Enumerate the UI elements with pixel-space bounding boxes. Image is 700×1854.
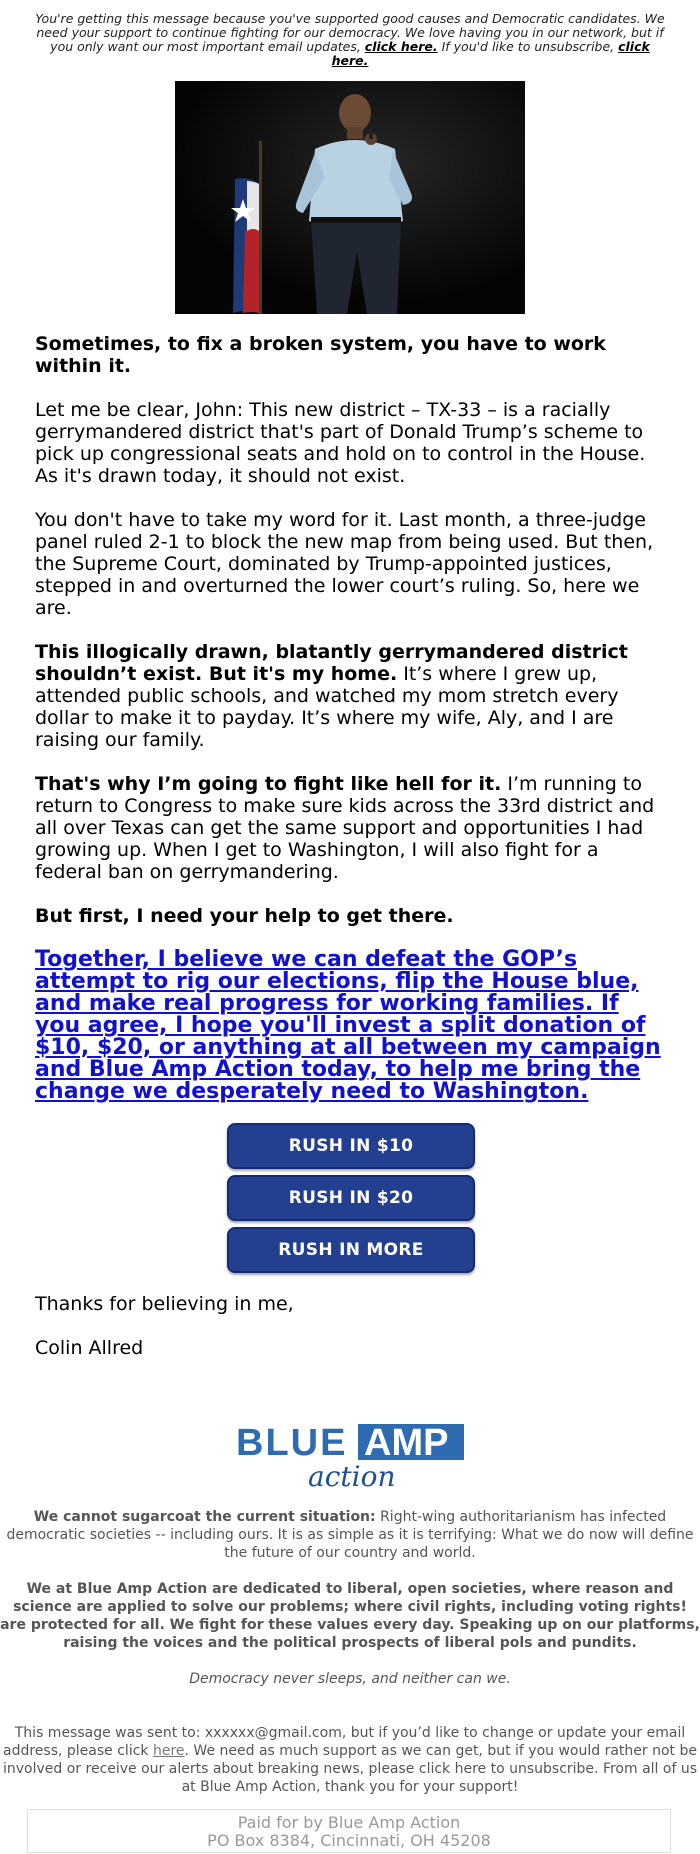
paragraph-fight [35,773,667,883]
footer-situation-rest: Right-wing authoritarianism has infected democratic societies -- including ours. It is as simple as it is terrifying: What we do now will define the future of our country and world. [6,1509,694,1561]
footer-situation [0,1508,700,1562]
update-email-link[interactable]: here [152,1743,185,1759]
signoff-name: Colin Allred [35,1337,144,1359]
signoff [35,1293,667,1359]
paid-for-line: Paid for by Blue Amp Action [237,1813,461,1832]
paragraph-court: You don't have to take my word for it. Last month, a three-judge panel ruled 2-1 to block the new map from being used. But then, the Supreme Court, dominated by Trump-appointed justices, stepped in and overturned the lower court’s ruling. So, here we are. [35,509,654,619]
rush-in-more-button[interactable]: RUSH IN MORE [227,1227,475,1273]
footer [0,1508,700,1814]
paragraph-help-bold: But first, I need your help to get there. [35,905,454,927]
paragraph-district: Let me be clear, John: This new district – TX-33 – is a racially gerrymandered district that's part of Donald Trump’s scheme to pick up congressional seats and hold on to control in the House. As it's drawn today, it should not exist. [35,399,646,487]
paragraph-home-bold: This illogically drawn, blatantly gerrymandered district shouldn’t exist. But it's my home. [35,641,628,685]
footer-tagline: Democracy never sleeps, and neither can we. [189,1671,511,1687]
preheader-text-1: You're getting this message because you've supported good causes and Democratic candidates. We need your support to continue fighting for our democracy. We love having you in our network, but if you only want our most important email updates, [35,11,665,54]
email-preferences-link[interactable]: click here. [364,39,438,54]
hero-photo [175,81,525,314]
email-body [35,333,667,1381]
logo-action-word: action [308,1460,396,1492]
paid-address-line: PO Box 8384, Cincinnati, OH 45208 [207,1831,491,1850]
paragraph-help [35,905,667,927]
blue-amp-action-logo [236,1420,464,1492]
paragraph-fight-rest: I’m running to return to Congress to make sure kids across the 33rd district and all over Texas can get the same support and opportunities I had growing up. When I get to Washington, I will also fight for a federal ban on gerrymandering. [35,773,655,883]
footer-sent-to-a: This message was sent to: xxxxxx@gmail.com, but if you’d like to change or update your email address, please click [3,1725,686,1759]
rush-in-20-button[interactable]: RUSH IN $20 [227,1175,475,1221]
footer-sent-to-b: . We need as much support as we can get, but if you would rather not be involved or receive our alerts about breaking news, please click here to unsubscribe. From all of us at Blue Amp Action, thank you for your support! [3,1743,697,1795]
flag-pole [259,141,262,314]
preheader [30,12,670,68]
footer-sent-to [0,1724,700,1796]
preheader-text-2: If you'd like to unsubscribe, [437,39,619,54]
paragraph-home-rest: It’s where I grew up, attended public schools, and watched my mom stretch every dollar to make it to payday. It’s where my wife, Aly, and I are raising our family. [35,663,619,751]
logo-amp-word: AMP [364,1422,449,1464]
unsubscribe-link[interactable]: click here. [331,39,650,68]
logo-blue-word: BLUE [236,1422,348,1464]
paid-for-by-box [27,1809,671,1853]
lead-heading: Sometimes, to fix a broken system, you have to work within it. [35,333,606,377]
paragraph-home [35,641,667,751]
donation-cta-link[interactable]: Together, I believe we can defeat the GOP’s attempt to rig our elections, flip the House blue, and make real progress for working families. If you agree, I hope you'll invest a split donation of $10, $20, or anything at all between my campaign and Blue Amp Action today, to help me bring the change we desperately need to Washington. [35,947,661,1104]
footer-situation-bold: We cannot sugarcoat the current situation: [33,1509,376,1525]
speaker-on-stage-illustration [175,81,525,314]
footer-mission: We at Blue Amp Action are dedicated to liberal, open societies, where reason and science are applied to solve our problems; where civil rights, including voting rights! are protected for all. We fight for these values every day. Speaking up on our platforms, raising the voices and the political prospects of liberal pols and pundits. [0,1581,700,1651]
texas-flag [231,178,259,313]
donation-buttons [35,1123,667,1273]
rush-in-10-button[interactable]: RUSH IN $10 [227,1123,475,1169]
paragraph-fight-bold: That's why I’m going to fight like hell for it. [35,773,502,795]
signoff-thanks: Thanks for believing in me, [35,1293,294,1315]
